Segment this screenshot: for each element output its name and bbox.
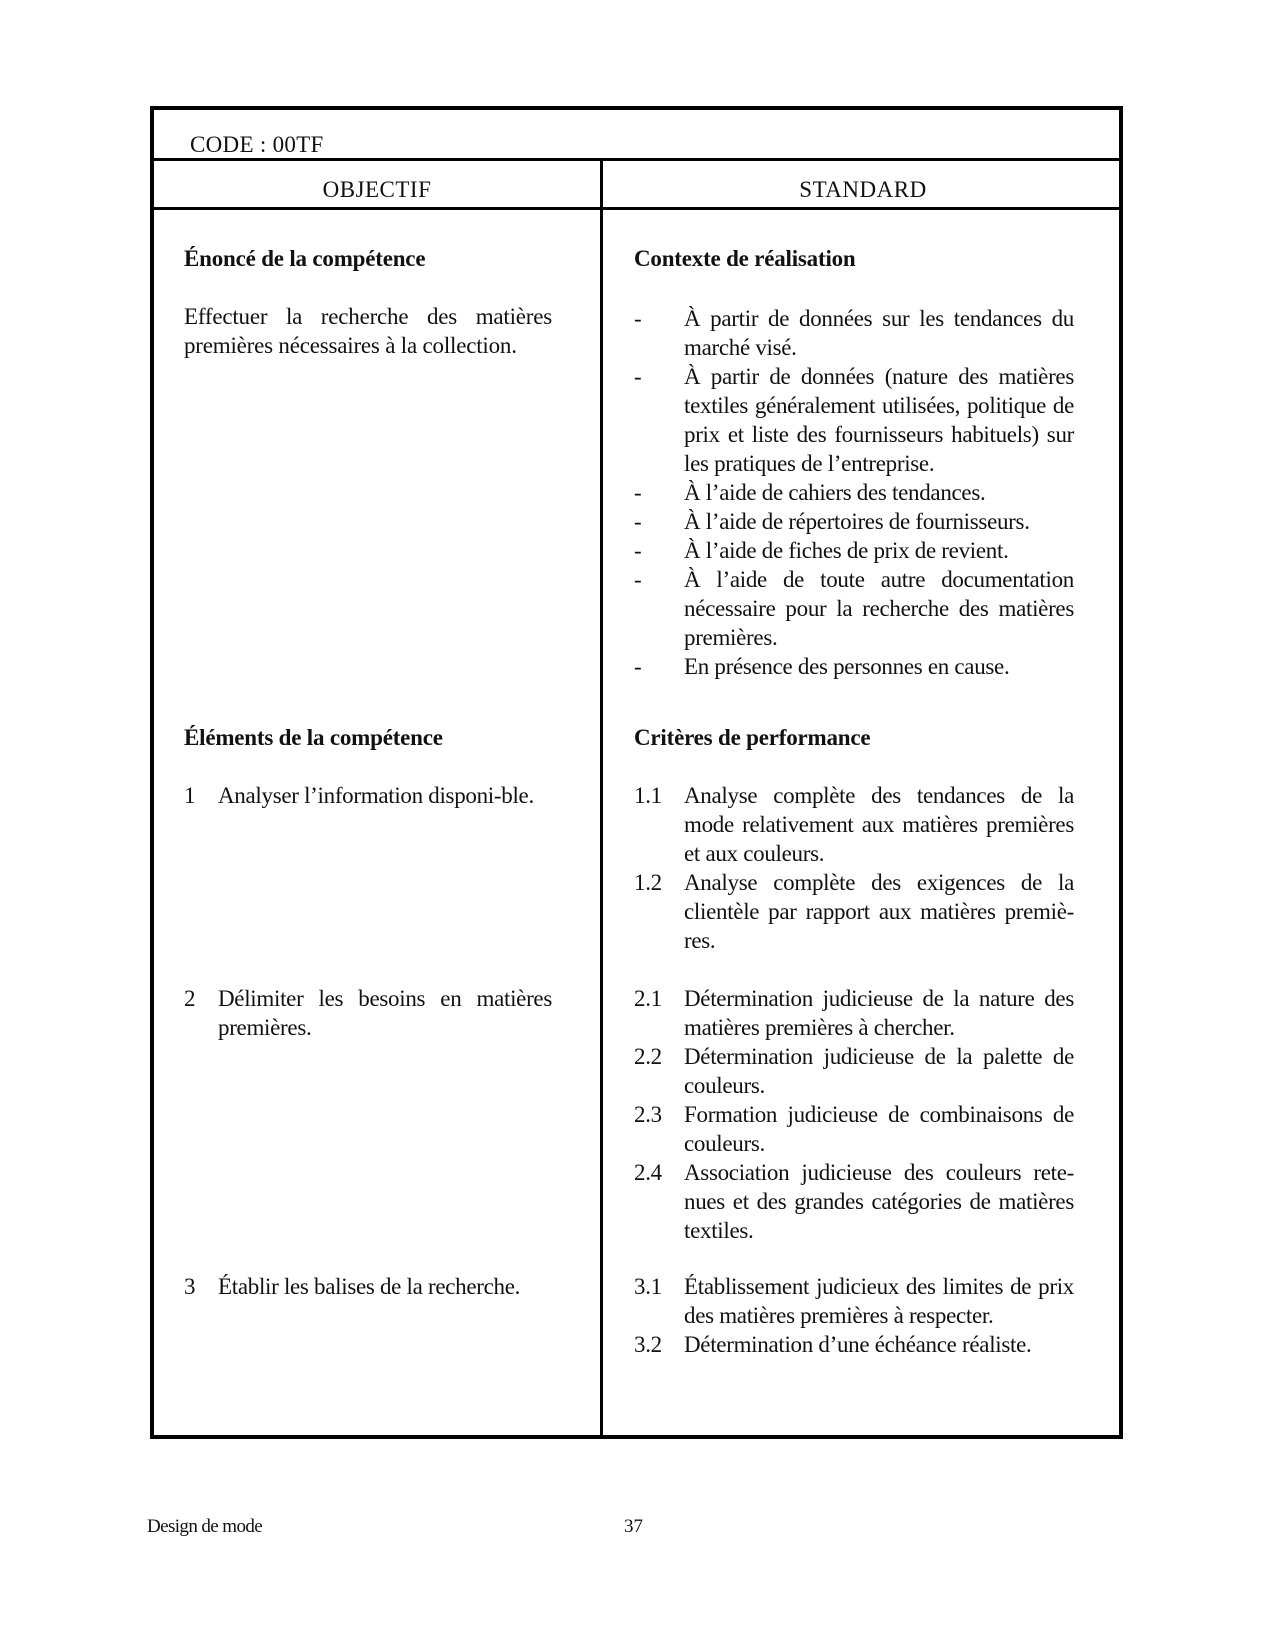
elements-list [184,781,552,810]
contexte-text: En présence des personnes en cause. [684,654,1010,679]
contexte-text: À l’aide de cahiers des tendances. [684,480,986,505]
critere-text: Détermination d’une échéance réaliste. [684,1332,1032,1357]
critere-item [634,1330,1074,1359]
critere-item [634,1100,1074,1158]
critere-text: Formation judicieuse de combinaisons de couleurs. [684,1102,1074,1156]
critere-number: 2.1 [634,986,662,1011]
critere-item [634,1158,1074,1245]
enonce-text: Effectuer la recherche des matières premières nécessaires à la collection. [184,304,552,358]
contexte-text: À l’aide de fiches de prix de revient. [684,538,1009,563]
column-header-standard: STANDARD [799,177,927,202]
contexte-text: À partir de données (nature des matières textiles généralement utilisées, politique de prix et liste des fournisseurs habituels) sur les pratiques de l’entreprise. [684,364,1074,476]
code-row [154,110,1119,161]
critere-item [634,868,1074,955]
contexte-heading: Contexte de réalisation [634,246,856,271]
contexte-item [634,536,1074,565]
contexte-item [634,507,1074,536]
contexte-text: À l’aide de toute autre documentation nécessaire pour la recherche des matières premières. [684,567,1074,650]
contexte-item [634,304,1074,362]
contexte-list [634,304,1074,681]
critere-number: 2.2 [634,1044,662,1069]
element-text: Analyser l’information disponi-ble. [218,783,534,808]
bullet-dash: - [634,480,642,505]
criteres-group-1 [634,781,1074,955]
column-header-row [154,161,1119,210]
bullet-dash: - [634,654,642,679]
critere-number: 3.2 [634,1332,662,1357]
criteres-group-2 [634,984,1074,1245]
elements-list [184,984,552,1042]
element-number: 2 [184,986,196,1011]
elements-list [184,1272,552,1301]
bullet-dash: - [634,567,642,592]
element-item [184,1272,552,1301]
element-text: Délimiter les besoins en matières premières. [218,986,552,1040]
criteres-group-3 [634,1272,1074,1359]
criteres-heading: Critères de performance [634,725,871,750]
contexte-item [634,478,1074,507]
element-item [184,781,552,810]
element-number: 1 [184,783,196,808]
footer-title: Design de mode [147,1516,263,1537]
page-number: 37 [624,1516,643,1537]
critere-text: Détermination judicieuse de la palette de couleurs. [684,1044,1074,1098]
critere-text: Analyse complète des tendances de la mode relativement aux matières premières et aux couleurs. [684,783,1074,866]
bullet-dash: - [634,364,642,389]
critere-text: Analyse complète des exigences de la clientèle par rapport aux matières premiè-res. [684,870,1074,953]
enonce-heading: Énoncé de la compétence [184,246,426,271]
critere-text: Association judicieuse des couleurs rete-nues et des grandes catégories de matières textiles. [684,1160,1074,1243]
contexte-item [634,652,1074,681]
column-divider [600,161,603,1435]
critere-item [634,1042,1074,1100]
element-text: Établir les balises de la recherche. [218,1274,521,1299]
element-item [184,984,552,1042]
element-number: 3 [184,1274,196,1299]
column-header-objectif: OBJECTIF [322,177,432,202]
elements-heading: Éléments de la compétence [184,725,443,750]
critere-item [634,781,1074,868]
critere-number: 1.1 [634,783,662,808]
bullet-dash: - [634,306,642,331]
contexte-text: À l’aide de répertoires de fournisseurs. [684,509,1030,534]
critere-text: Établissement judicieux des limites de prix des matières premières à respecter. [684,1274,1074,1328]
critere-number: 1.2 [634,870,662,895]
contexte-item [634,362,1074,478]
critere-number: 2.3 [634,1102,662,1127]
critere-item [634,1272,1074,1330]
contexte-text: À partir de données sur les tendances du marché visé. [684,306,1074,360]
bullet-dash: - [634,538,642,563]
bullet-dash: - [634,509,642,534]
contexte-item [634,565,1074,652]
critere-item [634,984,1074,1042]
critere-number: 2.4 [634,1160,662,1185]
competency-table [150,106,1123,1439]
critere-text: Détermination judicieuse de la nature des matières premières à chercher. [684,986,1074,1040]
critere-number: 3.1 [634,1274,662,1299]
code-label: CODE : 00TF [190,132,324,157]
